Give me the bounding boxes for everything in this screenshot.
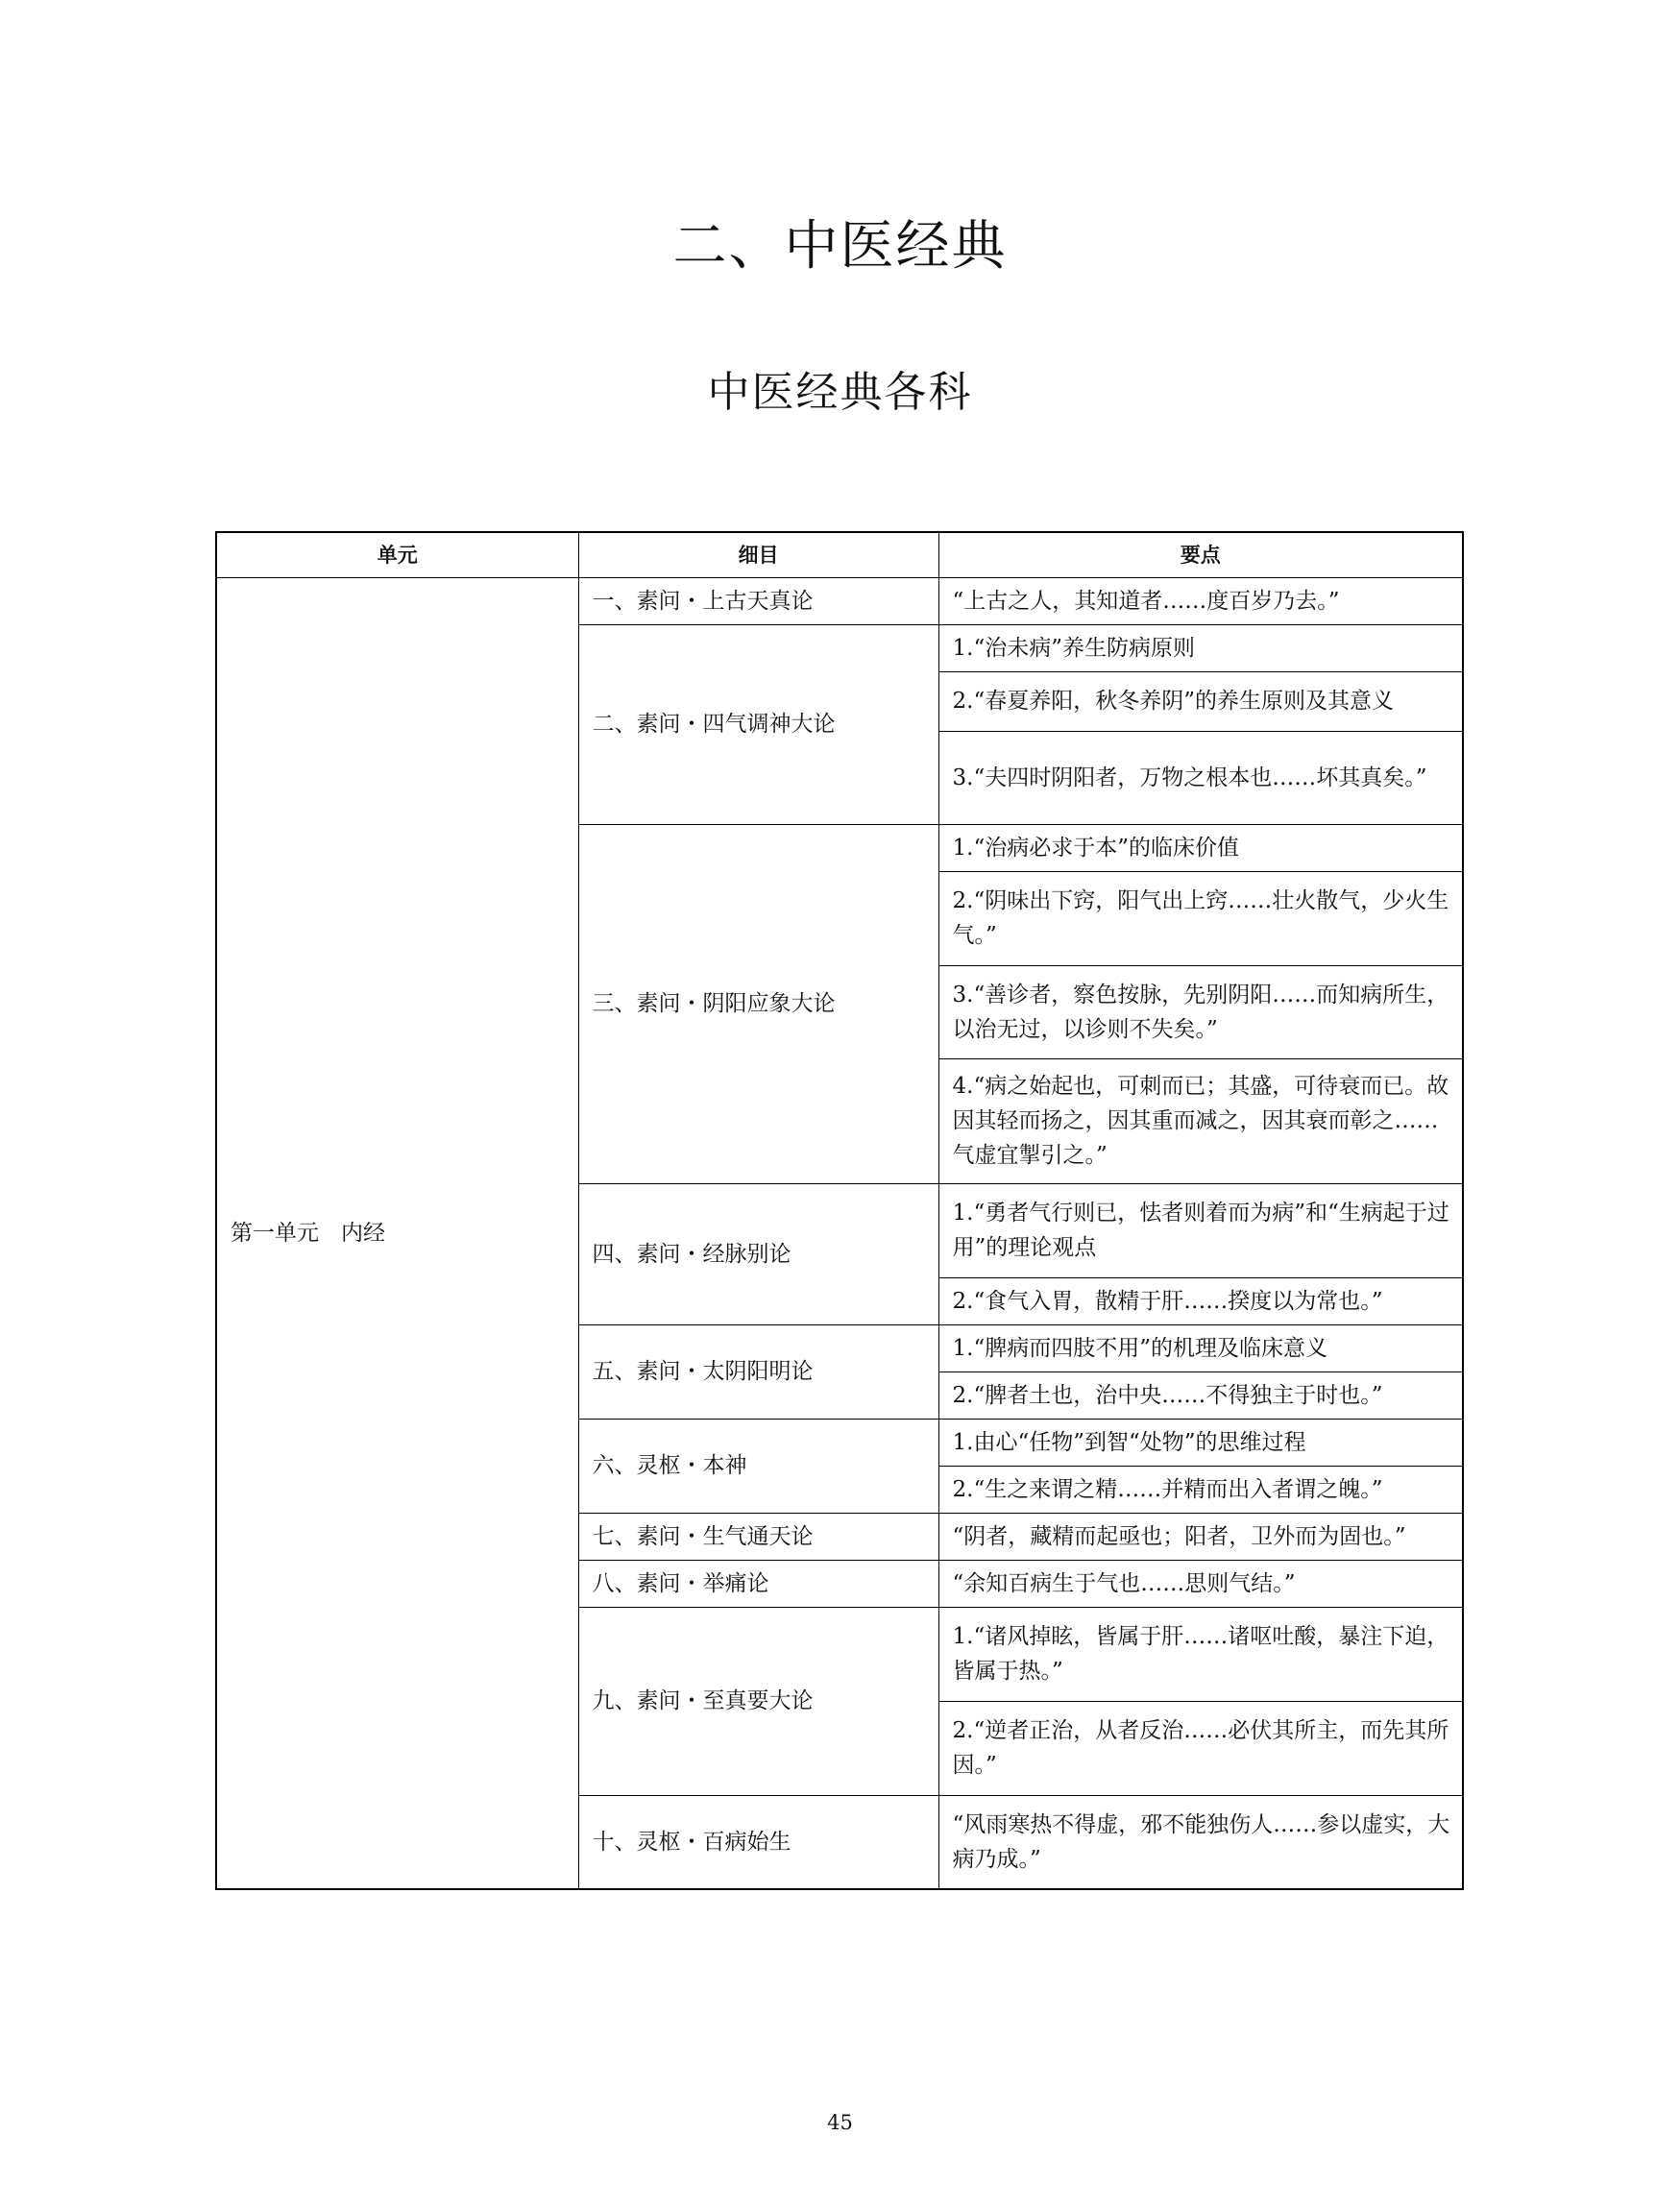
point-cell: 4.“病之始起也，可刺而已；其盛，可待衰而已。故因其轻而扬之，因其重而减之，因其衰而彰之……气虚宜掣引之。”	[938, 1058, 1463, 1183]
point-cell: 2.“脾者土也，治中央……不得独主于时也。”	[938, 1372, 1463, 1419]
point-cell: 1.“勇者气行则已，怯者则着而为病”和“生病起于过用”的理论观点	[938, 1183, 1463, 1277]
point-cell: “上古之人，其知道者……度百岁乃去。”	[938, 577, 1463, 624]
point-cell: 2.“生之来谓之精……并精而出入者谓之魄。”	[938, 1466, 1463, 1513]
item-cell: 三、素问・阴阳应象大论	[578, 824, 938, 1183]
table-header-row	[216, 532, 1463, 577]
point-cell: 2.“食气入胃，散精于肝……揆度以为常也。”	[938, 1277, 1463, 1324]
point-cell: “余知百病生于气也……思则气结。”	[938, 1560, 1463, 1607]
header-point: 要点	[938, 532, 1463, 577]
header-item: 细目	[578, 532, 938, 577]
page-number: 45	[827, 2111, 853, 2134]
item-cell: 六、灵枢・本神	[578, 1419, 938, 1513]
point-cell: 2.“阴味出下窍，阳气出上窍……壮火散气，少火生气。”	[938, 871, 1463, 965]
item-cell: 一、素问・上古天真论	[578, 577, 938, 624]
item-cell: 二、素问・四气调神大论	[578, 624, 938, 824]
item-cell: 七、素问・生气通天论	[578, 1513, 938, 1560]
syllabus-table	[215, 531, 1464, 1890]
point-cell: 1.“治病必求于本”的临床价值	[938, 824, 1463, 871]
item-cell: 四、素问・经脉别论	[578, 1183, 938, 1324]
point-cell: 1.“治未病”养生防病原则	[938, 624, 1463, 671]
point-cell: 1.“诸风掉眩，皆属于肝……诸呕吐酸，暴注下迫，皆属于热。”	[938, 1607, 1463, 1701]
header-unit: 单元	[216, 532, 578, 577]
page-title: 二、中医经典	[672, 215, 1008, 278]
section-title: 中医经典各科	[707, 368, 973, 417]
item-cell: 九、素问・至真要大论	[578, 1607, 938, 1795]
unit-cell: 第一单元 内经	[216, 577, 578, 1889]
point-cell: 1.“脾病而四肢不用”的机理及临床意义	[938, 1324, 1463, 1372]
point-cell: 1.由心“任物”到智“处物”的思维过程	[938, 1419, 1463, 1466]
point-cell: “风雨寒热不得虚，邪不能独伤人……参以虚实，大病乃成。”	[938, 1795, 1463, 1889]
point-cell: 2.“逆者正治，从者反治……必伏其所主，而先其所因。”	[938, 1701, 1463, 1795]
point-cell: 3.“夫四时阴阳者，万物之根本也……坏其真矣。”	[938, 731, 1463, 824]
point-cell: 2.“春夏养阳，秋冬养阴”的养生原则及其意义	[938, 671, 1463, 731]
item-cell: 五、素问・太阴阳明论	[578, 1324, 938, 1419]
point-cell: 3.“善诊者，察色按脉，先别阴阳……而知病所生，以治无过，以诊则不失矣。”	[938, 965, 1463, 1058]
table-row	[216, 577, 1463, 624]
item-cell: 八、素问・举痛论	[578, 1560, 938, 1607]
item-cell: 十、灵枢・百病始生	[578, 1795, 938, 1889]
point-cell: “阴者，藏精而起亟也；阳者，卫外而为固也。”	[938, 1513, 1463, 1560]
